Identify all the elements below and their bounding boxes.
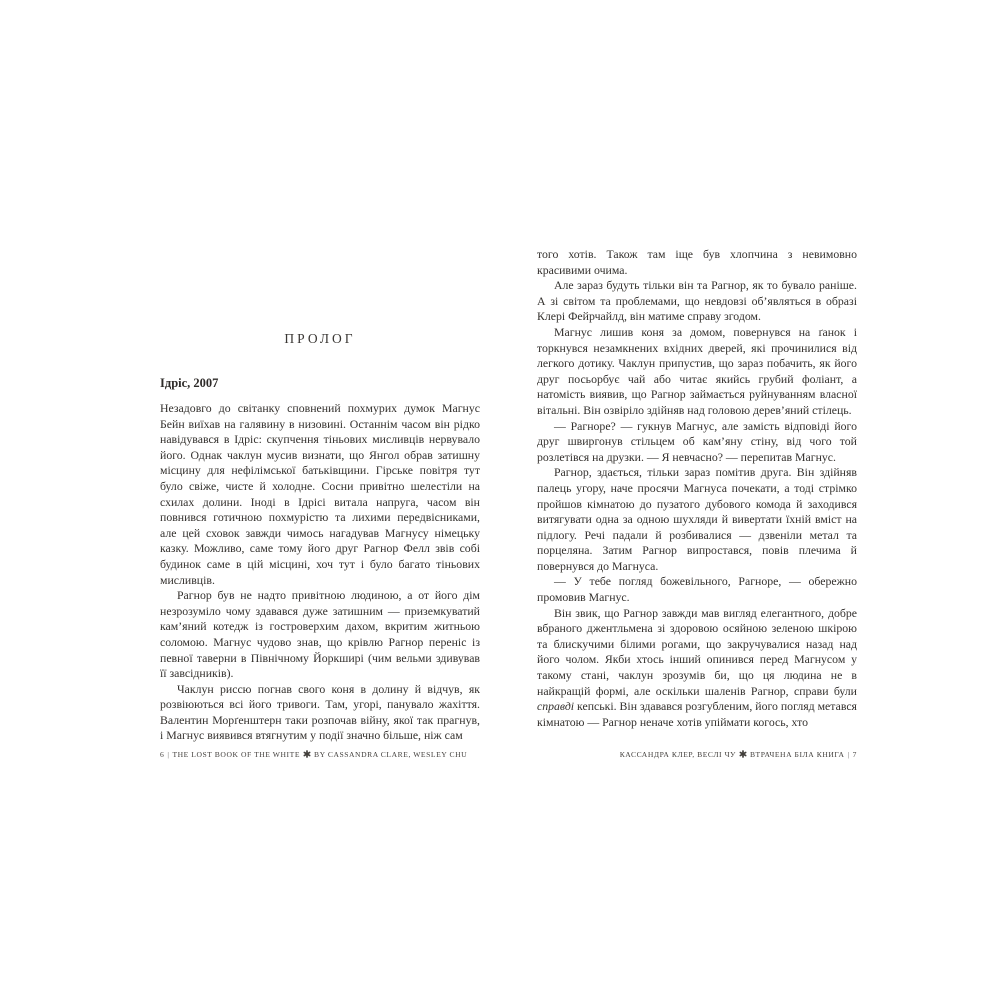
page-number: 6	[160, 750, 165, 759]
flower-ornament-icon	[303, 750, 311, 758]
paragraph-dialogue: — Рагноре? — гукнув Магнус, але замість відповіді його друг швиргонув стільцем об кам’яну стіну, від чого той розлетівся на друзки. — Я невчасно? — перепитав Магнус.	[537, 418, 857, 464]
byline: BY CASSANDRA CLARE, WESLEY CHU	[314, 750, 468, 759]
paragraph: Чаклун риссю погнав свого коня в долину й відчув, як розвіюються всі його тривоги. Там, угорі, панувало жахіття. Валентин Морґенштерн таки розпочав війну, якої так прагнув, і Магнус виявився втягнутим у події значно більше, ніж сам	[160, 681, 480, 743]
page-footer-left	[160, 750, 480, 759]
left-page	[160, 331, 480, 744]
footer-divider: |	[167, 750, 170, 759]
running-title: THE LOST BOOK OF THE WHITE	[172, 750, 301, 759]
paragraph: того хотів. Також там іще був хлопчина з невимовно красивими очима.	[537, 247, 857, 277]
paragraph-dialogue: — У тебе погляд божевільного, Рагноре, — обережно промовив Магнус.	[537, 574, 857, 605]
paragraph-text: Він звик, що Рагнор завжди мав вигляд елегантного, добре вбраного джентльмена зі здоровою осяйною зеленою шкірою та блискучими білими рогами, що закручувалися назад над його чолом. Якби хтось інший опинився перед Магнусом у такому стані, чаклун зрозумів би, що ця людина не в найкращій формі, але оскільки шаленів Рагнор, справи були	[537, 605, 857, 698]
page-footer-right	[537, 750, 857, 759]
paragraph: Рагнор був не надто привітною людиною, а от його дім незрозуміло чому здавався дуже затишним — приземкуватий кам’яний котедж із гостроверхим дахом, вкритим житньою соломою. Магнус чудово знав, що крівлю Рагнор переніс із певної таверни в Північному Йоркширі (чим вельми здивував її завсідників).	[160, 588, 480, 681]
paragraph: Незадовго до світанку сповнений похмурих думок Магнус Бейн виїхав на галявину в низовині. Останнім часом він рідко навідувався в Ідріс: скупчення тіньових мисливців нервувало його. Однак чаклун мусив визнати, що Янгол обрав затишну місцину для нефілімської батьківщини. Гірське повітря тут було свіже, чисте й холодне. Сосни привітно шелестіли на схилах долини. Іноді в Ідрісі витала напруга, часом він повнився готичною похмурістю та лихими передвісниками, але цей сховок завжди чимось нагадував Магнусу німецьку казку. Можливо, саме тому його друг Рагнор Фелл звів собі будинок саме в цій місцині, хоч тут і було багато тіньових мисливців.	[160, 401, 480, 587]
paragraph	[537, 606, 857, 731]
right-page	[537, 247, 857, 730]
page-number: 7	[852, 750, 857, 759]
paragraph: Рагнор, здається, тільки зараз помітив друга. Він здійняв палець угору, наче просячи Магнуса почекати, а тоді стрімко пройшов кімнатою до пузатого дубового комода й заходився витягувати одна за одною шухляди й вивертати їхній вміст на підлогу. Речі падали й розбивалися — дзвеніли метал та порцеляна. Затим Рагнор випростався, повів плечима й повернувся до Магнуса.	[537, 465, 857, 573]
paragraph: Магнус лишив коня за домом, повернувся на ґанок і торкнувся незамкнених вхідних дверей, які прочинилися від легкого дотику. Чаклун припустив, що зараз побачить, як його друг посьорбує чай або читає якийсь грубий фоліант, а натомість виявив, що Рагнор займається руйнуванням власної вітальні. Він озвіріло здійняв над головою дерев’яний стілець.	[537, 324, 857, 417]
emphasized-word: справді	[537, 699, 575, 714]
book-title: ВТРАЧЕНА БІЛА КНИГА	[749, 750, 845, 759]
flower-ornament-icon	[739, 750, 747, 758]
paragraph: Але зараз будуть тільки він та Рагнор, як то бувало раніше. А зі світом та проблемами, що невдовзі об’являться в образі Клері Фейрчайлд, він матиме справу згодом.	[537, 278, 857, 324]
authors: КАССАНДРА КЛЕР, ВЕСЛІ ЧУ	[619, 750, 736, 759]
paragraph-text: кепські. Він здавався розгубленим, його погляд метався кімнатою — Рагнор неначе хотів упіймати когось, хто	[537, 699, 857, 729]
footer-divider: |	[847, 750, 850, 759]
chapter-title: ПРОЛОГ	[284, 331, 356, 346]
section-heading: Ідріс, 2007	[160, 376, 219, 390]
